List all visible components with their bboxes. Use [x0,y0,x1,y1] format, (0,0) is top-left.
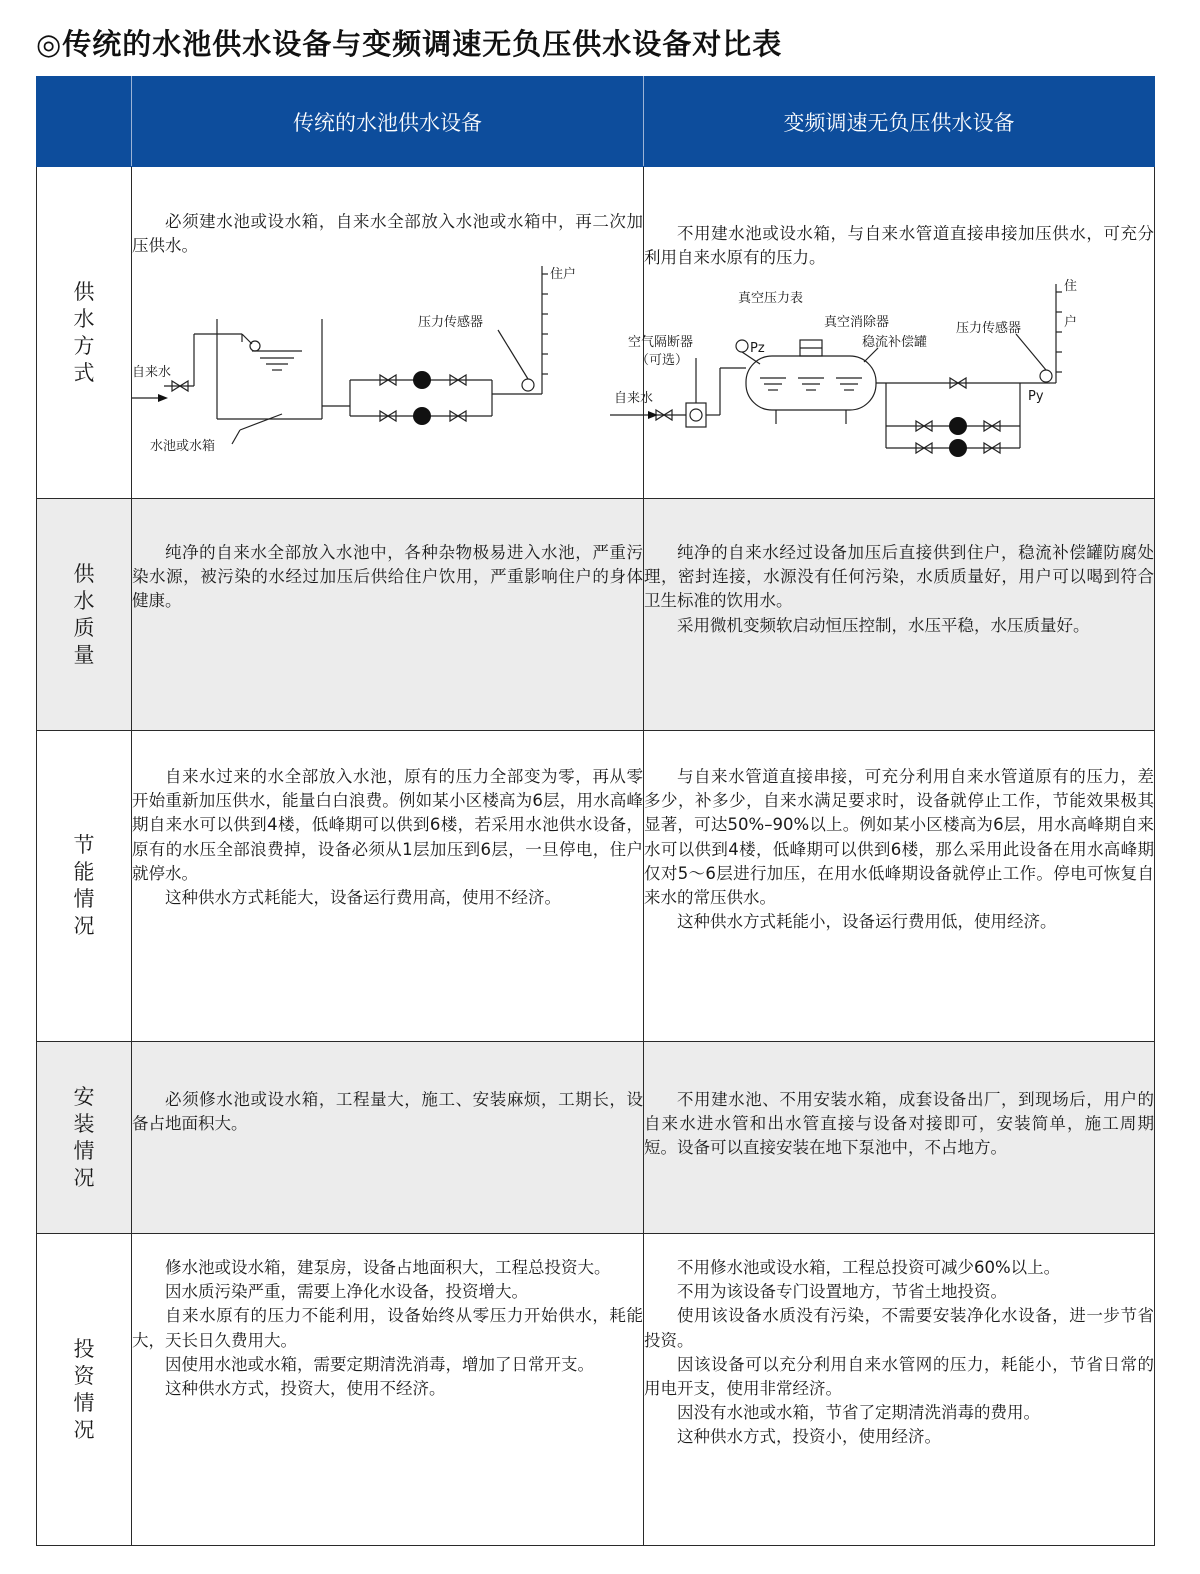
table-row [37,1234,1155,1546]
diagram-label-inlet: 自来水 [614,391,654,407]
diagram-label-tank: 稳流补偿罐 [862,335,928,351]
table-row [37,731,1155,1042]
cell-frequency-water-quality: 纯净的自来水经过设备加压后直接供到住户，稳流补偿罐防腐处理，密封连接，水源没有任何污染，水质质量好，用户可以喝到符合卫生标准的饮用水。 采用微机变频软启动恒压控制，水压平稳，水压质量好。 [644,499,1155,731]
page-title: ◎传统的水池供水设备与变频调速无负压供水设备对比表 [36,27,783,61]
row-label-installation: 安 装 情 况 [37,1042,132,1234]
traditional-system-diagram [132,264,577,455]
cell-traditional-installation: 必须修水池或设水箱，工程量大，施工、安装麻烦，工期长，设备占地面积大。 [132,1042,644,1234]
header-frequency-conversion: 变频调速无负压供水设备 [644,77,1155,167]
diagram-label-user-1: 住 [1064,279,1078,295]
header-traditional: 传统的水池供水设备 [132,77,644,167]
diagram-label-air-breaker: 空气隔断器 [628,335,694,351]
diagram-label-inlet: 自来水 [132,365,172,381]
cell-frequency-supply-method: 不用建水池或设水箱，与自来水管道直接串接加压供水，可充分利用自来水原有的压力。 自来水 真空压力表 Pz 真空消除器 空气隔断器 （可选） 稳流补偿罐 压力传感器 Py 住 户 [644,167,1155,499]
diagram-label-user: 住户 [550,267,577,283]
frequency-system-diagram [610,276,1078,466]
diagram-label-sensor: 压力传感器 [418,315,484,331]
diagram-label-user-2: 户 [1064,315,1078,331]
cell-traditional-energy: 自来水过来的水全部放入水池，原有的压力全部变为零，再从零开始重新加压供水，能量白白浪费。例如某小区楼高为6层，用水高峰期自来水可以供到4楼，低峰期可以供到6楼，若采用水池供水设备，原有的水压全部浪费掉，设备必须从1层加压到6层，一旦停电，住户就停水。 这种供水方式耗能大，设备运行费用高，使用不经济。 [132,731,644,1042]
table-header-row [37,77,1155,167]
diagram-label-sensor: 压力传感器 [956,321,1022,337]
diagram-label-tank: 水池或水箱 [150,439,216,455]
diagram-label-py: Py [1028,389,1044,405]
cell-traditional-water-quality: 纯净的自来水全部放入水池中，各种杂物极易进入水池，严重污染水源，被污染的水经过加压后供给住户饮用，严重影响住户的身体健康。 [132,499,644,731]
cell-frequency-energy: 与自来水管道直接串接，可充分利用自来水管道原有的压力，差多少，补多少，自来水满足要求时，设备就停止工作，节能效果极其显著，可达50%–90%以上。例如某小区楼高为6层，用水高峰期自来水可以供到4楼，低峰期可以供到6楼，那么采用此设备在用水高峰期仅对5～6层进行加压，在用水低峰期设备就停止工作。停电可恢复自来水的常压供水。 这种供水方式耗能小，设备运行费用低，使用经济。 [644,731,1155,1042]
table-row [37,167,1155,499]
row-label-supply-method: 供 水 方 式 [37,167,132,499]
diagram-label-vacuum-gauge: 真空压力表 [738,291,804,307]
cell-frequency-installation: 不用建水池、不用安装水箱，成套设备出厂，到现场后，用户的自来水进水管和出水管直接与设备对接即可，安装简单，施工周期短。设备可以直接安装在地下泵池中，不占地方。 [644,1042,1155,1234]
cell-frequency-investment: 不用修水池或设水箱，工程总投资可减少60%以上。 不用为该设备专门设置地方，节省土地投资。 使用该设备水质没有污染，不需要安装净化水设备，进一步节省投资。 因该设备可以充分利用自来水管网的压力，耗能小，节省日常的用电开支，使用非常经济。 因没有水池或水箱，节省了定期清洗消毒的费用。 这种供水方式，投资小，使用经济。 [644,1234,1155,1546]
table-row [37,1042,1155,1234]
diagram-label-pz: Pz [750,341,765,357]
diagram-label-eliminator: 真空消除器 [824,315,890,331]
row-label-water-quality: 供 水 质 量 [37,499,132,731]
row-label-energy: 节 能 情 况 [37,731,132,1042]
row-label-investment: 投 资 情 况 [37,1234,132,1546]
comparison-table [36,76,1155,1546]
cell-traditional-investment: 修水池或设水箱，建泵房，设备占地面积大，工程总投资大。 因水质污染严重，需要上净化水设备，投资增大。 自来水原有的压力不能利用，设备始终从零压力开始供水，耗能大，天长日久费用大。 因使用水池或水箱，需要定期清洗消毒，增加了日常开支。 这种供水方式，投资大，使用不经济。 [132,1234,644,1546]
diagram-label-optional: （可选） [636,353,689,369]
cell-traditional-supply-method: 必须建水池或设水箱，自来水全部放入水池或水箱中，再二次加压供水。 自来水 水池或水箱 压力传感器 住户 [132,167,644,499]
header-corner [37,77,132,167]
table-row [37,499,1155,731]
